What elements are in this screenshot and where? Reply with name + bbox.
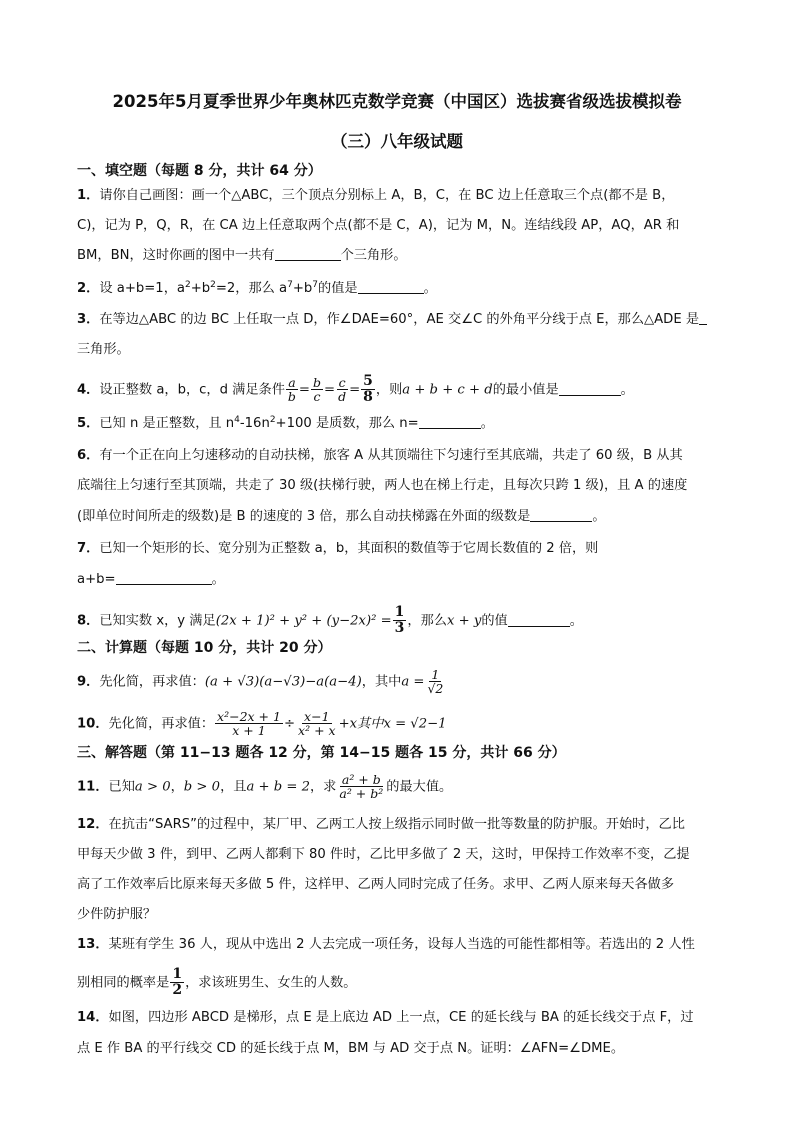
answer-blank [358,279,424,294]
answer-blank [116,570,212,585]
question-7-line2: a+b= 。 [77,572,225,587]
fraction-1-3: $\frac{1}{3}$ [394,604,405,636]
fraction-expr-1: $\frac{\text{x²−2x + 1}}{x + 1}$ [217,709,281,738]
section-fill-in: 一、填空题（每题 8 分，共计 64 分） [77,163,322,179]
fraction-5-8: $\frac{5}{8}$ [363,373,373,405]
question-9: 9．先化简，再求值：(a + √3)(a−√3)−a(a−4)，其中a = $\frac{1}{√2}$ [77,667,444,696]
question-12-line2: 甲每天少做 3 件，到甲、乙两人都剩下 80 件时，乙比甲多做了 2 天，这时，甲保持工作效率不变，乙提 [77,847,690,862]
question-14-line1: 14．如图，四边形 ABCD 是梯形，点 E 是上底边 AD 上一点，CE 的延长线与 BA 的延长线交于点 F，过 [77,1010,694,1025]
section-calculation: 二、计算题（每题 10 分，共计 20 分） [77,640,332,656]
question-2: 2．设 a+b=1，$a^2+b^2=2$，那么 $a^7+b^7$的值是 。 [77,280,437,296]
question-1-line3: BM，BN，这时你画的图中一共有 个三角形。 [77,248,407,263]
question-14-line2: 点 E 作 BA 的平行线交 CD 的延长线于点 M，BM 与 AD 交于点 N。证明：∠AFN=∠DME。 [77,1041,625,1056]
answer-blank [530,507,592,522]
question-10: 10．先化简，再求值： $\frac{\text{x²−2x + 1}}{x + 1}$ ÷ $\frac{x-1}{\text{x² + x}}$ +x其中x = √2−1 [77,709,447,738]
question-7-line1: 7．已知一个矩形的长、宽分别为正整数 a，b，其面积的数值等于它周长数值的 2 倍，则 [77,541,599,556]
fraction-c-d: $\frac{c}{d}$ [338,375,347,404]
question-5: 5．已知 n 是正整数，且 $n^4-16n^2+100$ 是质数，那么 n= 。 [77,415,494,431]
exam-title-line2: （三）八年级试题 [331,132,463,151]
fraction-q11: $\frac{\text{a² + b}}{\text{a² + b²}}$ [339,772,384,801]
question-1-line2: C)，记为 P，Q，R，在 CA 边上任意取两个点(都不是 C，A)，记为 M，N。连结线段 AP，AQ，AR 和 [77,218,680,233]
question-11: 11．已知a > 0，b > 0，且a + b = 2，求 $\frac{\text{a² + b}}{\text{a² + b²}}$ 的最大值。 [77,772,453,801]
fraction-1-2: $\frac{1}{2}$ [172,966,183,998]
exam-title-line1: 2025年5月夏季世界少年奥林匹克数学竞赛（中国区）选拔赛省级选拔模拟卷 [112,92,682,111]
question-4: 4．设正整数 a，b，c，d 满足条件 $\frac{a}{b}$ = $\frac{b}{c}$ = $\frac{c}{d}$ = $\frac{5}{8}$ ，则a + b + c + d的最小值是 。 [77,373,634,405]
question-12-line3: 高了工作效率后比原来每天多做 5 件，这样甲、乙两人同时完成了任务。求甲、乙两人原来每天各做多 [77,877,675,892]
fraction-a-b: $\frac{a}{b}$ [287,375,296,404]
fraction-expr-2: $\frac{x-1}{\text{x² + x}}$ [298,709,336,738]
fraction-1-sqrt2: $\frac{1}{√2}$ [427,667,444,696]
question-3-line2: 三角形。 [77,342,130,357]
question-13-line1: 13．某班有学生 36 人，现从中选出 2 人去完成一项任务，设每人当选的可能性都相等。若选出的 2 人性 [77,937,695,952]
question-8: 8．已知实数 x，y 满足(2x + 1)² + y² + (y−2x)² = $\frac{1}{3}$ ，那么x + y的值 。 [77,604,583,636]
question-3-line1: 3．在等边△ABC 的边 BC 上任取一点 D，作∠DAE=60°，AE 交∠C 的外角平分线于点 E，那么△ADE 是 [77,310,707,330]
fraction-b-c: $\frac{b}{c}$ [312,375,321,404]
answer-blank [508,612,570,627]
question-1-line1: 1．请你自己画图：画一个△ABC，三个顶点分别标上 A，B，C，在 BC 边上任意取三个点(都不是 B， [77,188,675,203]
answer-blank [699,310,707,325]
section-solution: 三、解答题（第 11−13 题各 12 分，第 14−15 题各 15 分，共计 66 分） [77,745,566,761]
question-6-line3: (即单位时间所走的级数)是 B 的速度的 3 倍，那么自动扶梯露在外面的级数是 。 [77,509,606,524]
question-12-line1: 12．在抗击“SARS”的过程中，某厂甲、乙两工人按上级指示同时做一批等数量的防护服。开始时，乙比 [77,817,685,832]
question-13-line2: 别相同的概率是 $\frac{1}{2}$ ，求该班男生、女生的人数。 [77,966,357,998]
question-12-line4: 少件防护服？ [77,907,157,922]
question-6-line1: 6．有一个正在向上匀速移动的自动扶梯，旅客 A 从其顶端往下匀速行至其底端，共走了 60 级，B 从其 [77,448,683,463]
question-6-line2: 底端往上匀速行至其顶端，共走了 30 级(扶梯行驶，两人也在梯上行走，且每次只跨 1 级)，且 A 的速度 [77,478,688,493]
answer-blank [559,381,621,396]
answer-blank [275,246,341,261]
answer-blank [419,414,481,429]
